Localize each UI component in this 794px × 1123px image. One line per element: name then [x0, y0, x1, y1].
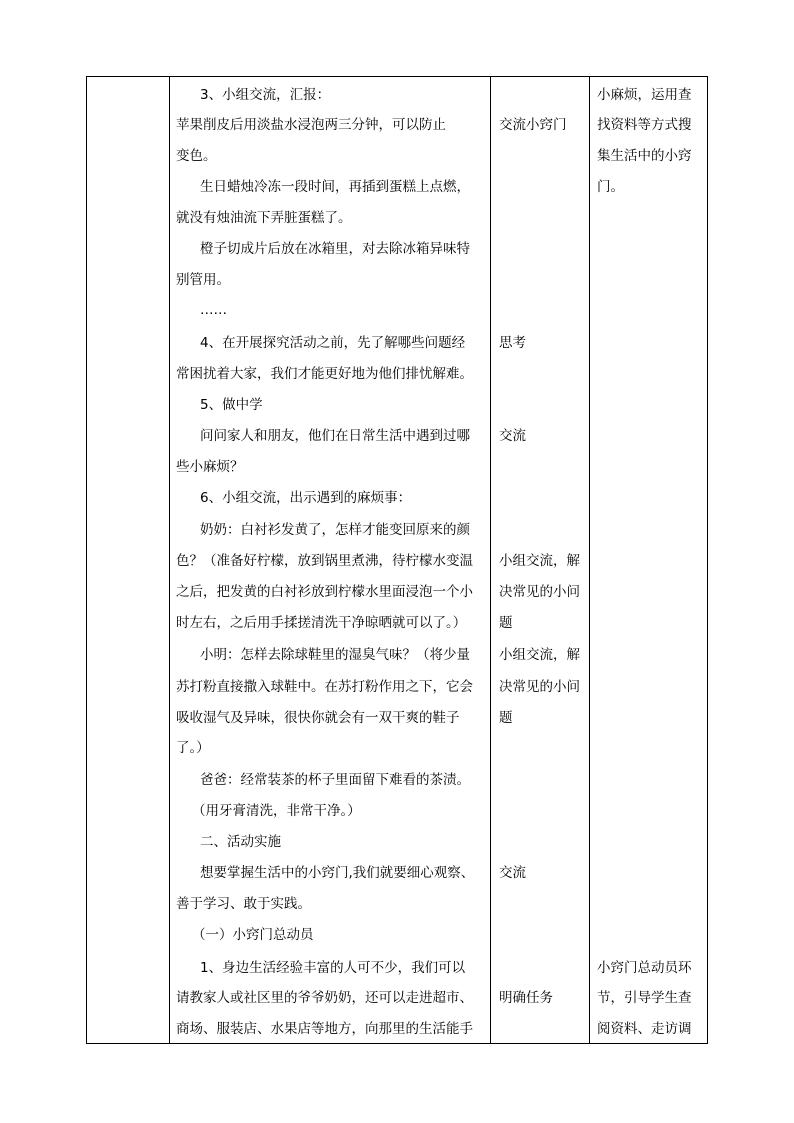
- main-text-line: 别管用。: [176, 272, 230, 288]
- student-text-line: 明确任务: [499, 990, 553, 1006]
- main-text-line: 4、在开展探究活动之前，先了解哪些问题经: [200, 335, 466, 351]
- main-text-line: 爸爸：经常装茶的杯子里面留下难看的茶渍。: [200, 772, 470, 788]
- main-text-line: 常困扰着大家，我们才能更好地为他们排忧解难。: [176, 366, 473, 382]
- intent-text-line: 门。: [597, 179, 624, 195]
- student-text-line: 交流: [499, 428, 526, 444]
- student-text-line: 交流: [499, 865, 526, 881]
- stage-cell: [87, 77, 169, 1043]
- main-text-line: 色？（准备好柠檬，放到锅里煮沸，待柠檬水变温: [176, 553, 473, 569]
- student-text-line: 题: [499, 615, 513, 631]
- main-text-line: 商场、服装店、水果店等地方，向那里的生活能手: [176, 1021, 473, 1037]
- main-text-line: 之后，把发黄的白衬衫放到柠檬水里面浸泡一个小: [176, 584, 473, 600]
- lesson-table: [86, 76, 708, 1044]
- student-text-line: 决常见的小问: [499, 679, 580, 695]
- student-text-line: 小组交流，解: [499, 647, 580, 663]
- main-text-line: ……: [200, 302, 227, 318]
- main-text-line: 变色。: [176, 148, 217, 164]
- intent-text-line: 找资料等方式搜: [597, 117, 692, 133]
- main-text-line: 了。）: [176, 740, 210, 756]
- main-text-line: 些小麻烦？: [176, 459, 244, 475]
- intent-text-line: 集生活中的小窍: [597, 148, 692, 164]
- main-text-line: 想要掌握生活中的小窍门,我们就要细心观察、: [200, 865, 475, 881]
- main-text-line: 橙子切成片后放在冰箱里，对去除冰箱异味特: [200, 241, 470, 257]
- student-text-line: 交流小窍门: [499, 117, 567, 133]
- main-text-line: 苹果削皮后用淡盐水浸泡两三分钟，可以防止: [176, 117, 446, 133]
- main-text-line: 6、小组交流，出示遇到的麻烦事：: [200, 490, 412, 506]
- main-text-line: 生日蜡烛冷冻一段时间，再插到蛋糕上点燃，: [200, 179, 470, 195]
- main-text-line: （一）小窍门总动员: [192, 927, 314, 943]
- main-text-line: 时左右，之后用手揉搓清洗干净晾晒就可以了。）: [176, 615, 467, 631]
- main-text-line: 1、身边生活经验丰富的人可不少，我们可以: [200, 960, 466, 976]
- student-text-line: 决常见的小问: [499, 584, 580, 600]
- main-text-line: 小明：怎样去除球鞋里的湿臭气味？（将少量: [200, 647, 470, 663]
- intent-text-line: 小麻烦，运用查: [597, 87, 692, 103]
- student-activity-cell: [491, 77, 589, 1043]
- design-intent-cell: [590, 77, 708, 1043]
- main-text-line: 就没有烛油流下弄脏蛋糕了。: [176, 210, 352, 226]
- main-text-line: 请教家人或社区里的爷爷奶奶，还可以走进超市、: [176, 990, 473, 1006]
- main-text-line: 吸收湿气及异味，很快你就会有一双干爽的鞋子: [176, 710, 460, 726]
- student-text-line: 小组交流，解: [499, 553, 580, 569]
- main-text-line: 善于学习、敢于实践。: [176, 896, 311, 912]
- main-text-line: 奶奶：白衬衫发黄了，怎样才能变回原来的颜: [200, 522, 470, 538]
- intent-text-line: 阅资料、走访调: [597, 1021, 692, 1037]
- intent-text-line: 小窍门总动员环: [597, 960, 692, 976]
- student-text-line: 思考: [499, 335, 526, 351]
- main-text-line: 问问家人和朋友，他们在日常生活中遇到过哪: [200, 428, 470, 444]
- intent-text-line: 节，引导学生查: [597, 990, 692, 1006]
- student-text-line: 题: [499, 710, 513, 726]
- main-text-line: 苏打粉直接撒入球鞋中。在苏打粉作用之下，它会: [176, 679, 473, 695]
- main-text-line: 5、做中学: [200, 397, 263, 413]
- teaching-process-cell: [170, 77, 490, 1043]
- main-text-line: （用牙膏清洗，非常干净。）: [192, 803, 361, 819]
- main-text-line: 3、小组交流，汇报：: [200, 87, 331, 103]
- main-text-line: 二、活动实施: [200, 834, 281, 850]
